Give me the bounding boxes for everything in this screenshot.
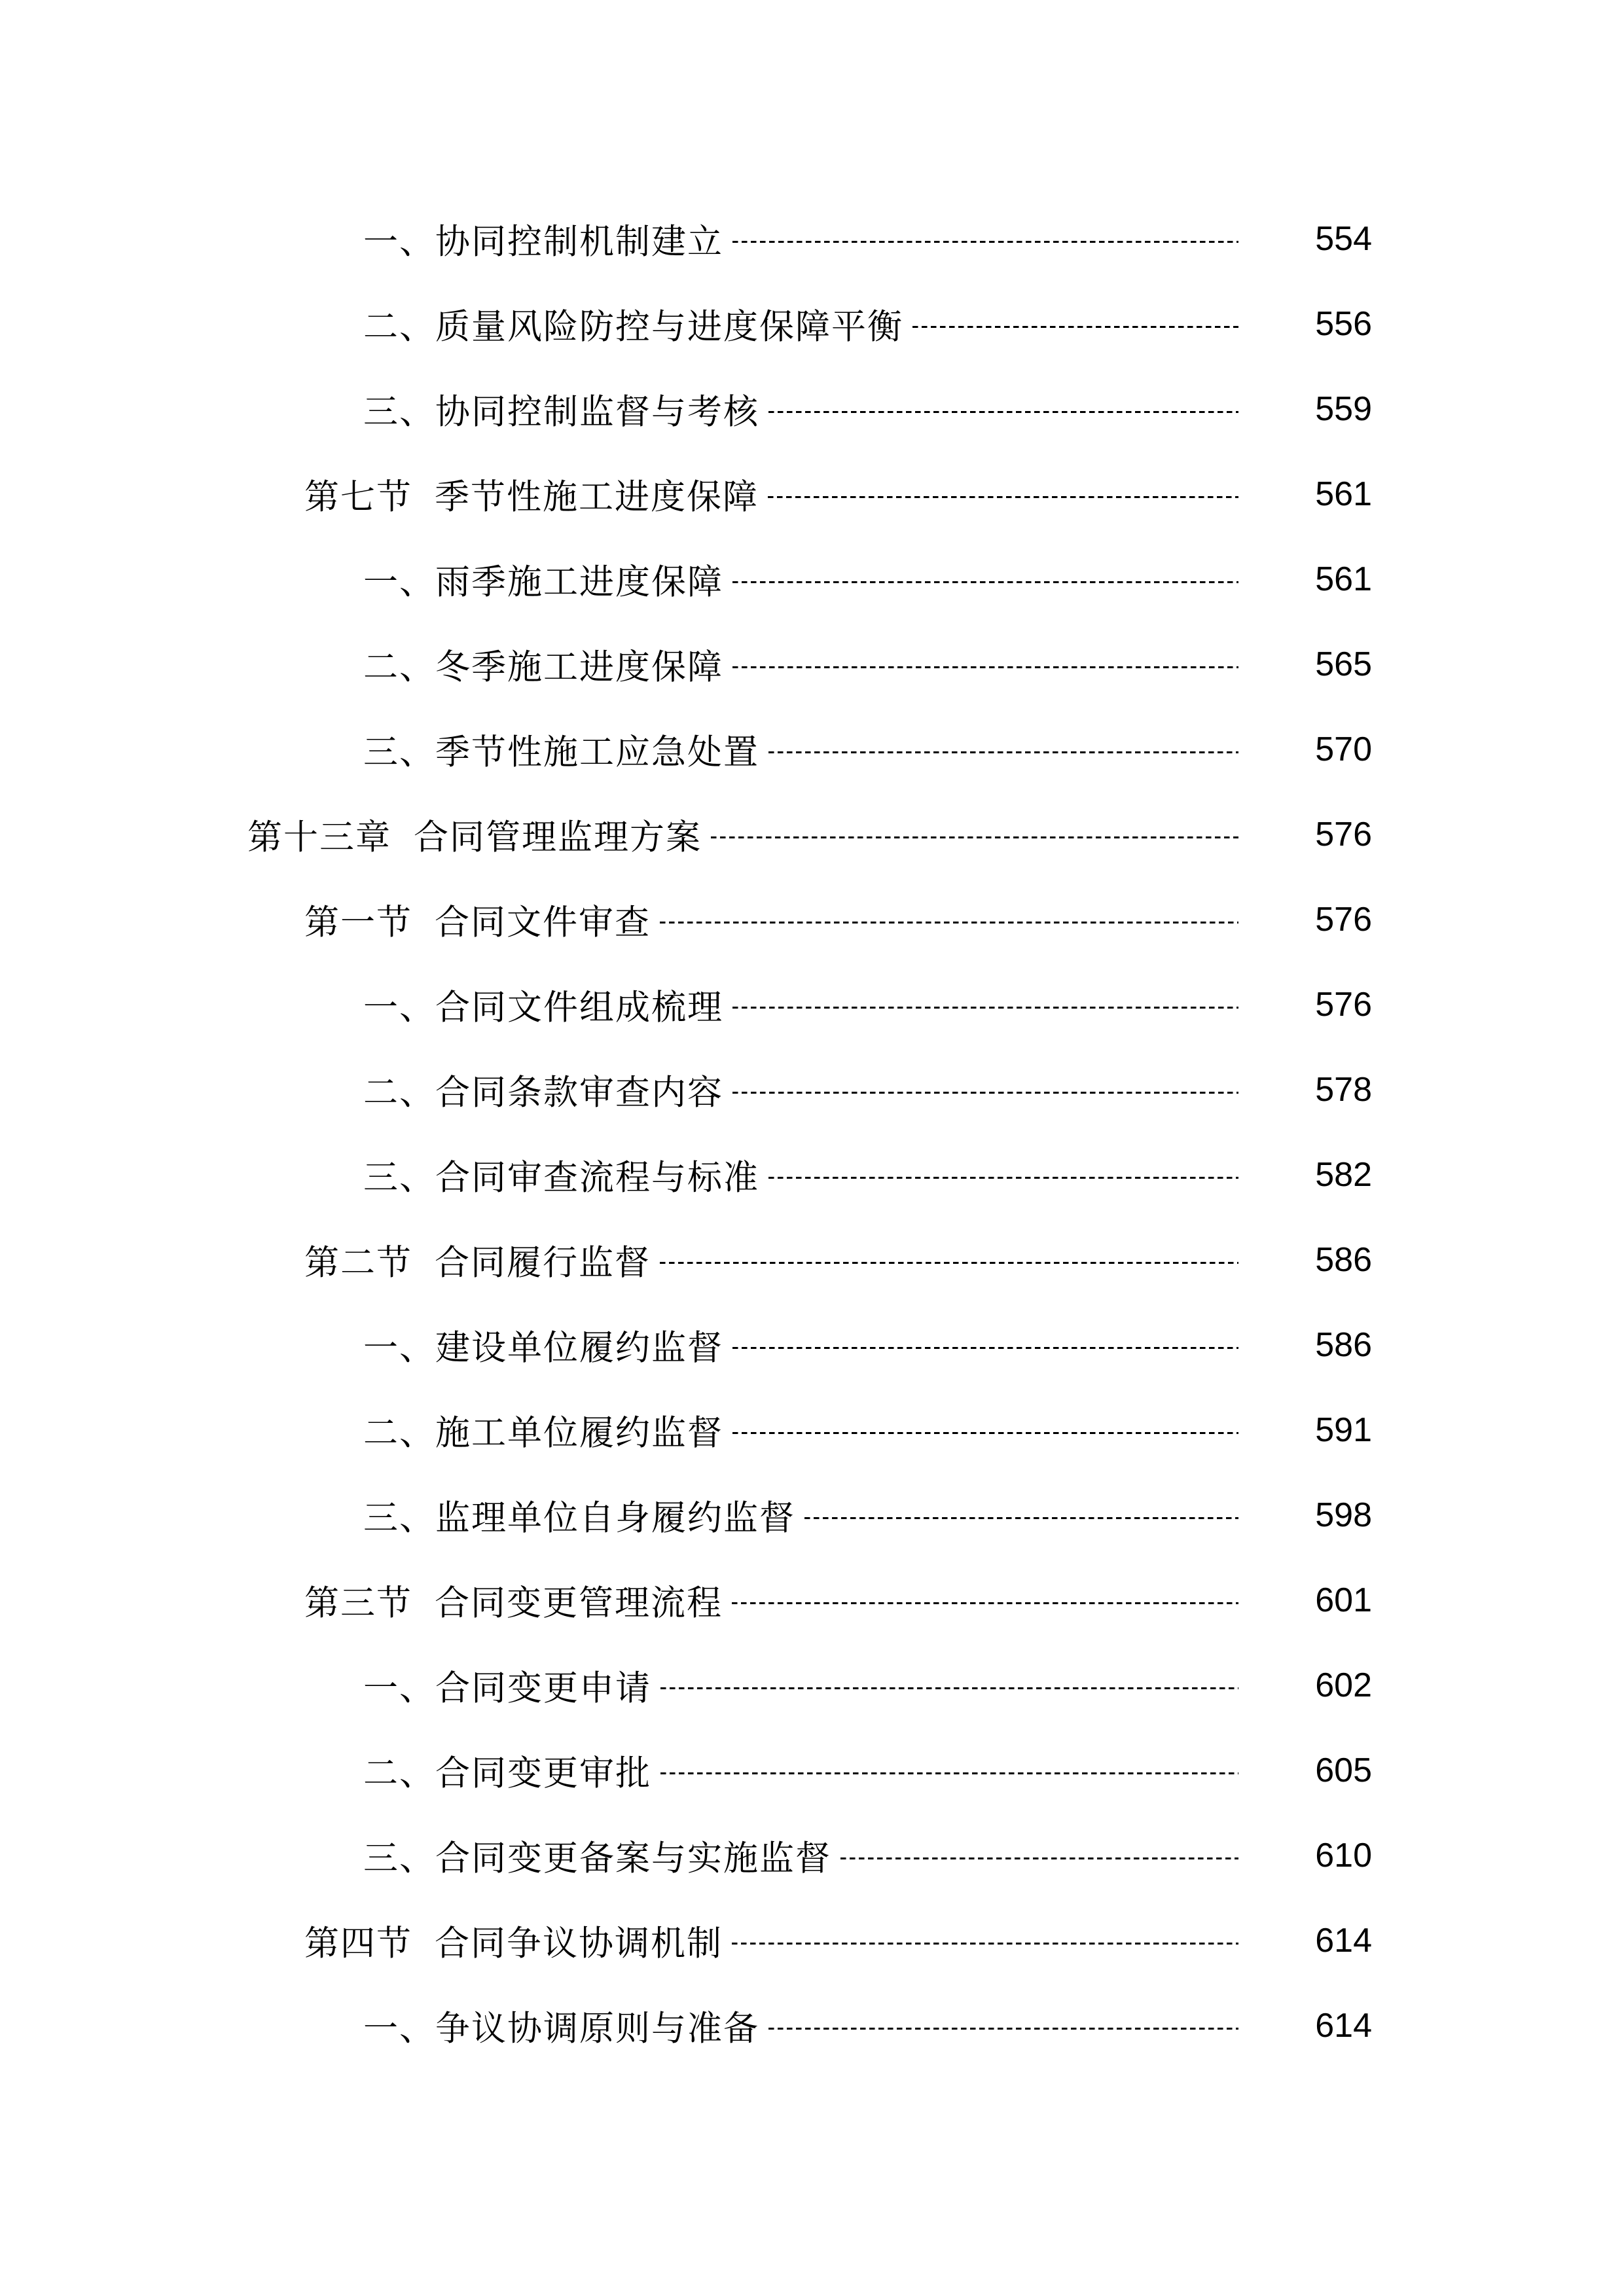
toc-dot-leader <box>660 922 1238 924</box>
toc-entry-title <box>304 895 651 944</box>
toc-entry-title <box>363 2001 759 2051</box>
toc-page-number: 561 <box>1315 475 1372 513</box>
toc-entry[interactable] <box>0 962 1624 1047</box>
toc-dot-leader <box>768 1177 1238 1179</box>
toc-entry[interactable] <box>0 877 1624 962</box>
toc-page-number: 554 <box>1315 220 1372 258</box>
toc-entry[interactable] <box>0 707 1624 792</box>
toc-dot-leader <box>768 751 1238 753</box>
toc-page-number: 610 <box>1315 1837 1372 1874</box>
toc-entry-title <box>304 1916 723 1965</box>
toc-page-number: 576 <box>1315 901 1372 939</box>
toc-entry-title <box>304 1575 723 1625</box>
toc-entry[interactable] <box>0 196 1624 281</box>
toc-entry-title <box>363 554 723 604</box>
toc-dot-leader <box>840 1857 1238 1859</box>
toc-entry-title <box>363 980 723 1030</box>
toc-entry[interactable] <box>0 1388 1624 1473</box>
toc-entry[interactable] <box>0 1558 1624 1643</box>
toc-entry[interactable] <box>0 1217 1624 1302</box>
toc-entry-title <box>363 1065 723 1115</box>
toc-dot-leader <box>912 326 1238 328</box>
toc-page-number: 614 <box>1315 1922 1372 1960</box>
toc-page-number: 570 <box>1315 730 1372 768</box>
toc-page-number: 578 <box>1315 1071 1372 1109</box>
toc-dot-leader <box>732 241 1238 243</box>
toc-page-number: 586 <box>1315 1326 1372 1364</box>
toc-entry[interactable] <box>0 367 1624 452</box>
toc-entry[interactable] <box>0 1473 1624 1558</box>
toc-entry[interactable] <box>0 1898 1624 1983</box>
toc-entry[interactable] <box>0 1983 1624 2068</box>
toc-entry[interactable] <box>0 792 1624 877</box>
toc-page-number: 576 <box>1315 986 1372 1024</box>
toc-entry[interactable] <box>0 622 1624 707</box>
toc-entry-title <box>363 299 903 349</box>
toc-entry[interactable] <box>0 1302 1624 1388</box>
toc-entry-title <box>304 1235 651 1285</box>
toc-page-number: 576 <box>1315 816 1372 853</box>
toc-page-number: 614 <box>1315 2007 1372 2045</box>
toc-page-number: 602 <box>1315 1666 1372 1704</box>
table-of-contents <box>0 196 1624 2068</box>
toc-entry-label: 合同争议协调机制 <box>435 1924 723 1964</box>
toc-entry-number: 第七节 <box>304 477 412 517</box>
toc-entry-label: 合同变更管理流程 <box>435 1583 723 1623</box>
toc-entry-label: 一、雨季施工进度保障 <box>363 562 723 602</box>
toc-entry-title <box>304 469 759 519</box>
toc-dot-leader <box>732 581 1238 583</box>
toc-dot-leader <box>732 1602 1238 1604</box>
toc-entry-title <box>247 810 702 859</box>
toc-entry-label: 一、争议协调原则与准备 <box>363 2009 759 2049</box>
toc-entry-title <box>363 214 723 264</box>
toc-page-number: 565 <box>1315 645 1372 683</box>
toc-entry-title <box>363 1831 831 1880</box>
toc-entry-title <box>363 1660 651 1710</box>
toc-entry-title <box>363 1320 723 1370</box>
toc-entry-label: 一、合同文件组成梳理 <box>363 988 723 1028</box>
toc-page-number: 582 <box>1315 1156 1372 1194</box>
toc-entry[interactable] <box>0 1728 1624 1813</box>
toc-entry-title <box>363 639 723 689</box>
toc-dot-leader <box>711 836 1238 838</box>
toc-entry-label: 一、建设单位履约监督 <box>363 1328 723 1368</box>
toc-entry-title <box>363 1746 651 1795</box>
toc-entry-title <box>363 1405 723 1455</box>
toc-entry-label: 三、季节性施工应急处置 <box>363 732 759 772</box>
toc-entry-title <box>363 384 759 434</box>
toc-entry[interactable] <box>0 1047 1624 1132</box>
toc-entry-title <box>363 1490 795 1540</box>
toc-entry[interactable] <box>0 281 1624 367</box>
toc-entry-label: 三、合同审查流程与标准 <box>363 1158 759 1198</box>
toc-page-number: 598 <box>1315 1496 1372 1534</box>
toc-entry-label: 二、质量风险防控与进度保障平衡 <box>363 307 903 347</box>
toc-entry-label: 三、监理单位自身履约监督 <box>363 1498 795 1538</box>
toc-page-number: 605 <box>1315 1751 1372 1789</box>
toc-dot-leader <box>660 1262 1238 1264</box>
toc-entry-label: 一、协同控制机制建立 <box>363 222 723 262</box>
toc-page-number: 591 <box>1315 1411 1372 1449</box>
toc-entry-label: 一、合同变更申请 <box>363 1668 651 1708</box>
toc-entry-label: 二、合同变更审批 <box>363 1753 651 1793</box>
toc-dot-leader <box>660 1687 1238 1689</box>
toc-page-number: 556 <box>1315 305 1372 343</box>
toc-dot-leader <box>804 1517 1238 1519</box>
toc-page-number: 601 <box>1315 1581 1372 1619</box>
toc-entry-number: 第一节 <box>304 903 412 942</box>
toc-entry[interactable] <box>0 1813 1624 1898</box>
toc-dot-leader <box>732 1943 1238 1945</box>
toc-entry-number: 第十三章 <box>247 817 391 857</box>
toc-dot-leader <box>732 666 1238 668</box>
toc-dot-leader <box>732 1347 1238 1349</box>
toc-entry-label: 合同管理监理方案 <box>414 817 702 857</box>
toc-entry-label: 二、施工单位履约监督 <box>363 1413 723 1453</box>
toc-entry-number: 第四节 <box>304 1924 412 1964</box>
toc-entry[interactable] <box>0 452 1624 537</box>
toc-entry-title <box>363 725 759 774</box>
toc-entry[interactable] <box>0 1643 1624 1728</box>
toc-dot-leader <box>732 1092 1238 1094</box>
toc-page-number: 586 <box>1315 1241 1372 1279</box>
toc-entry[interactable] <box>0 1132 1624 1217</box>
toc-entry-label: 合同文件审查 <box>435 903 651 942</box>
toc-dot-leader <box>660 1772 1238 1774</box>
toc-entry-label: 三、合同变更备案与实施监督 <box>363 1839 831 1878</box>
toc-dot-leader <box>732 1432 1238 1434</box>
toc-entry-label: 二、冬季施工进度保障 <box>363 647 723 687</box>
toc-entry-label: 三、协同控制监督与考核 <box>363 392 759 432</box>
toc-entry-label: 二、合同条款审查内容 <box>363 1073 723 1113</box>
toc-dot-leader <box>768 2028 1238 2030</box>
toc-entry-label: 合同履行监督 <box>435 1243 651 1283</box>
toc-entry-number: 第二节 <box>304 1243 412 1283</box>
toc-dot-leader <box>768 411 1238 413</box>
toc-dot-leader <box>732 1007 1238 1009</box>
toc-entry[interactable] <box>0 537 1624 622</box>
toc-entry-label: 季节性施工进度保障 <box>435 477 759 517</box>
toc-entry-number: 第三节 <box>304 1583 412 1623</box>
toc-page-number: 561 <box>1315 560 1372 598</box>
toc-page-number: 559 <box>1315 390 1372 428</box>
toc-entry-title <box>363 1150 759 1200</box>
toc-dot-leader <box>768 496 1238 498</box>
